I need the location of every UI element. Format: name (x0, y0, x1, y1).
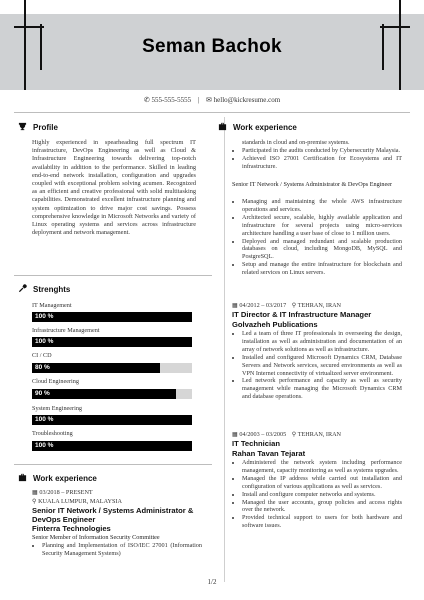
job-title: IT Director & IT Infrastructure Manager (232, 310, 372, 319)
list-item: • Administered the network system including performance management, capacity monitoring as well as systems upgrades. (242, 459, 402, 475)
skill-bar (32, 389, 192, 399)
list-item: • Provided technical support to users for both hardware and software issues. (242, 514, 402, 530)
phone-icon: ✆ (143, 96, 150, 104)
page-number: 1/2 (207, 578, 217, 586)
job-bullets (32, 542, 202, 558)
profile-divider (14, 275, 212, 276)
skill-label: System Engineering (32, 405, 83, 412)
list-item: • Installed and configured Microsoft Dynamics CRM, Database Servers and Network services, secured environments as well as VPN Internet connectivity of virtualized server environment. (242, 354, 402, 378)
list-item-continued: standards in cloud and on-premise systems. (242, 139, 350, 146)
profile-text: Highly experienced in spearheading full spectrum IT infrastructure, DevOps Engineering as well as Cloud & Infrastructure Engineering towards delivering top-notch availability in addition to the performance. Skilled in leading end-to-end network installation, configuration and upgrades coupled with exceptional problem solving acumen. Recognized as an efficient and creative professional with solid multitasking capabilities. Demonstrated excellent infrastructure planning and system optimization to drive major cost savings. Possess comprehensive knowledge in Microsoft Networks and variety of Linux operating systems and services across infrastructure deployment and network management. (32, 139, 196, 237)
skill-bar-fill (32, 363, 160, 373)
skill-percent: 100 % (35, 338, 54, 345)
list-item: • Led a team of three IT professionals in overseeing the design, installation as well as administration and documentation of an array of network solutions as well as infrastructure. (242, 330, 402, 354)
tools-icon (18, 284, 30, 294)
job-dates-location: ▦ 04/2003 – 03/2005 ⚲ TEHRAN, IRAN (232, 431, 342, 438)
skill-bar-fill (32, 389, 176, 399)
list-item: • Planning and Implementation of ISO/IEC 27001 (Information Security Management Systems) (42, 542, 202, 558)
skill-label: Troubleshooting (32, 430, 73, 437)
list-item: • Participated in the audits conducted by Cybersecurity Malaysia. (242, 147, 402, 155)
skill-bar (32, 441, 192, 451)
list-item: • Deployed and managed redundant and scalable production databases on cloud, including MongoDB, MySQL and PostgreSQL. (242, 238, 402, 262)
calendar-icon: ▦ (32, 489, 38, 496)
skill-bar-fill (32, 337, 192, 347)
briefcase-icon (218, 122, 230, 132)
location-pin-icon: ⚲ (32, 498, 37, 505)
role-subtitle: Senior IT Network / Systems Administrator & DevOps Engineer (232, 181, 393, 188)
list-item: • Achieved ISO 27001 Certification for Ecosystems and IT infrastructure. (242, 155, 402, 171)
phone-number: 555-555-5555 (151, 96, 192, 104)
skill-percent: 100 % (35, 313, 54, 320)
skill-bar-fill (32, 415, 192, 425)
skill-bar (32, 337, 192, 347)
banner-frame-right-top (380, 26, 410, 28)
list-item: • Managed the IP address while carried out installation and configuration of various applications as well as services. (242, 475, 402, 491)
company-name: Golvazheh Publications (232, 320, 318, 329)
skill-bar (32, 363, 192, 373)
skill-percent: 100 % (35, 442, 54, 449)
location-pin-icon: ⚲ (291, 431, 297, 438)
skill-percent: 80 % (35, 364, 50, 371)
skill-bar (32, 312, 192, 322)
calendar-icon: ▦ (232, 302, 238, 309)
strengths-heading: Strenghts (18, 284, 70, 294)
list-item: • Led network performance and capacity as well as security management while managing the Microsoft Dynamics CRM and database operations. (242, 377, 402, 401)
skill-label: IT Management (32, 302, 72, 309)
location-pin-icon: ⚲ (291, 302, 297, 309)
email-icon: ✉ (206, 96, 212, 104)
strengths-divider (14, 464, 212, 465)
company-name: Finterra Technologies (32, 524, 111, 533)
work-heading-left: Work experience (18, 473, 97, 483)
list-item: • Install and configure computer networks and systems. (242, 491, 402, 499)
list-item: • Setup and manage the entire infrastructure for blockchain and related services on Linux servers. (242, 261, 402, 277)
profile-heading: Profile (18, 122, 58, 132)
skill-percent: 100 % (35, 416, 54, 423)
job-bullets (232, 330, 402, 401)
list-item: • Managed the user accounts, group policies and access rights over the network. (242, 499, 402, 515)
list-item: • Architected secure, scalable, highly available application and infrastructure for several projects using micro-services architecture handling a user base of close to 1 million users. (242, 214, 402, 238)
job-dates-location: ▦ 04/2012 – 03/2017 ⚲ TEHRAN, IRAN (232, 302, 342, 309)
skill-label: Infrastructure Management (32, 327, 100, 334)
column-divider (224, 117, 225, 582)
skill-label: CI / CD (32, 352, 52, 359)
skill-bar-fill (32, 441, 192, 451)
job-bullets (232, 198, 402, 277)
continued-bullets (232, 139, 402, 171)
trophy-icon (18, 122, 30, 132)
briefcase-icon (18, 473, 30, 483)
skill-label: Cloud Engineering (32, 378, 79, 385)
contact-line (0, 96, 424, 104)
job-bullets (232, 459, 402, 530)
company-name: Rahan Tavan Tejarat (232, 449, 306, 458)
header-divider (14, 112, 410, 113)
list-item: • Managing and maintaining the whole AWS infrastructure operations and services. (242, 198, 402, 214)
work-heading-right: Work experience (218, 122, 297, 132)
job-dates: ▦ 03/2018 – PRESENT (32, 489, 93, 496)
calendar-icon: ▦ (232, 431, 238, 438)
email-link[interactable]: hello@kickresume.com (213, 96, 281, 104)
role-subtitle: Senior Member of Information Security Committee (32, 534, 160, 541)
candidate-name: Seman Bachok (142, 36, 282, 57)
skill-bar-fill (32, 312, 192, 322)
skill-percent: 90 % (35, 390, 50, 397)
banner-frame-left-top (14, 26, 44, 28)
job-title: Senior IT Network / Systems Administrator & DevOps Engineer (32, 506, 194, 524)
contact-separator: | (197, 96, 200, 104)
skill-bar (32, 415, 192, 425)
job-title: IT Technician (232, 439, 280, 448)
job-location: ⚲ KUALA LUMPUR, MALAYSIA (32, 498, 122, 505)
